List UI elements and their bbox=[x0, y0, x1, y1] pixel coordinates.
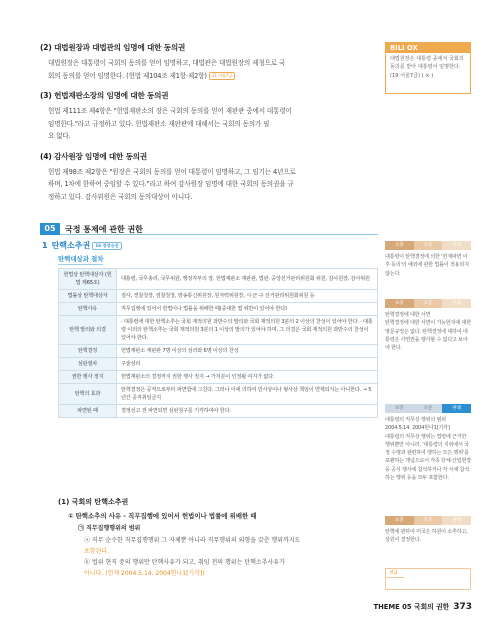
tab-precedent: 판례 bbox=[442, 404, 471, 413]
section-4 bbox=[40, 151, 378, 204]
exam-tag: 21 서울7급 bbox=[209, 72, 235, 80]
item-c1b bbox=[58, 546, 378, 557]
section-3 bbox=[40, 90, 378, 143]
side-note-text: 탄핵에 관하여 미국은 하원이 소추하고, 상원이 결정한다. bbox=[385, 529, 468, 544]
side-note-2 bbox=[385, 299, 471, 352]
table-row bbox=[59, 405, 378, 418]
subsection-number: 1 bbox=[42, 241, 48, 250]
side-note-tabs bbox=[385, 241, 471, 250]
page-number: 373 bbox=[453, 602, 472, 612]
highlight-text: 아니다. (헌재 2004.5.14. 2004헌나1[기각]) bbox=[84, 570, 205, 577]
section-title: (3) 헌법재판소장의 임명에 대한 동의권 bbox=[40, 91, 169, 100]
footer-label: THEME 05 국회의 권한 bbox=[373, 603, 450, 611]
row-cell: 직무집행에 있어서 헌법이나 법률을 위배한 때(중대한 법 위반이 있어야 한다) bbox=[117, 303, 378, 316]
table-row bbox=[59, 371, 378, 384]
item-a: ① 탄핵소추의 사유 - 직무집행에 있어서 헌법이나 법률에 위배한 때 bbox=[68, 512, 257, 520]
highlight-text: 포함된다. bbox=[84, 548, 110, 555]
side-note-3 bbox=[385, 404, 471, 482]
subsection-title bbox=[42, 240, 122, 251]
row-cell: 검사, 경찰청장, 검찰청장, 방송통신위원장, 원자력위원장, 시·군·구 선거관리위원회위원 등 bbox=[117, 290, 378, 303]
item-c2b bbox=[58, 568, 378, 579]
lower-heading: (1) 국회의 탄핵소추권 bbox=[58, 498, 129, 506]
theme-number: 05 bbox=[40, 223, 60, 235]
side-note-text: 대통령의 직무상 행위의 범위 2004.5.14. 2004헌나1[기각] 대통령의 직무상 행위는 법령에 근거한 행위뿐만 아니라, '대통령의 지위에서 국정 수행과 관련하여 행하는 모든 행위'를 포괄하는 개념으로서 각종 단체·산업현장 등 공식 행사에 참석하거나 각 시에 참석하는 행위 등을 모두 포함한다. bbox=[385, 417, 471, 482]
item-b: ㉠ 직무집행행위의 범위 bbox=[78, 525, 141, 532]
table-row bbox=[59, 269, 378, 290]
ox-text: 대법원장은 대통령 중에서 국회의 동의를 받아 대통령이 임명한다. (19 서울7급) ( × ) bbox=[390, 56, 464, 79]
section-2 bbox=[40, 42, 378, 82]
table-row bbox=[59, 303, 378, 316]
tab-article: 조문 bbox=[414, 299, 443, 308]
row-header: 파면된 때 bbox=[59, 405, 117, 418]
line: 하며, 1차에 한하여 중임할 수 있다."라고 하여 감사원장 임명에 대한 국회의 동의권을 규 bbox=[48, 180, 294, 188]
row-header: 탄핵결정 bbox=[59, 345, 117, 358]
theme-title: 국정 통제에 관한 권한 bbox=[65, 225, 143, 234]
row-cell: 헌법재판소 재판관 7명 이상의 심리와 6명 이상의 찬성 bbox=[117, 345, 378, 358]
item-c2: ⓑ 법위 현직 중의 행위만 탄핵사유가 되고, 취임 전의 행위는 탄핵소추사유가 bbox=[84, 559, 285, 566]
item-c1: ⓐ 직무 순수한 직무집행행위 그 자체뿐 아니라 직무행위의 외형을 갖춘 행위까지도 bbox=[84, 537, 301, 544]
line: 헌법 제111조 제4항은 "헌법재판소의 장은 국회의 동의를 얻어 재판관 중에서 대통령이 bbox=[48, 107, 292, 115]
line: 요 없다. bbox=[48, 132, 71, 140]
tab-precedent: 판례 bbox=[442, 241, 471, 250]
table-caption: 탄핵대상과 절차 bbox=[58, 255, 104, 263]
tab-precedent: 판례 bbox=[442, 299, 471, 308]
row-header: 탄핵의 효과 bbox=[59, 384, 117, 405]
ox-title: BILI OX bbox=[386, 43, 470, 53]
side-note-tabs bbox=[385, 299, 471, 308]
subsection-label: 탄핵소추권 bbox=[51, 241, 91, 250]
side-note-tabs bbox=[385, 404, 471, 413]
line: 헌법 제98조 제2항은 "원장은 국회의 동의를 얻어 대통령이 임명하고, 그 임기는 4년으로 bbox=[48, 167, 296, 176]
section-title: (4) 감사원장 임명에 대한 동의권 bbox=[40, 151, 148, 161]
line: 임명한다."라고 규정하고 있다. 헌법재판소 재판관에 대해서는 국회의 동의가 필 bbox=[48, 119, 270, 128]
tab-supplement: 보충 bbox=[385, 516, 414, 525]
row-header: 헌법상 탄핵대상자 (헌법 제65조) bbox=[59, 269, 117, 290]
side-note-4 bbox=[385, 516, 471, 545]
tab-article: 조문 bbox=[414, 241, 443, 250]
table-row bbox=[59, 290, 378, 303]
section-text bbox=[40, 105, 378, 143]
ox-quiz-box bbox=[385, 42, 471, 94]
row-cell: 탄핵결정은 공직으로부터 파면함에 그친다. 그러나 이에 의하여 민사상이나 형사상 책임이 면제되지는 아니한다. → 5년간 공직취임금지 bbox=[117, 384, 378, 405]
table-row bbox=[59, 358, 378, 371]
page-footer bbox=[373, 601, 472, 612]
section-text bbox=[40, 166, 378, 204]
tab-article: 조문 bbox=[414, 516, 443, 525]
row-header: 탄핵사유 bbox=[59, 303, 117, 316]
table-row bbox=[59, 345, 378, 358]
exam-tag: 16 경정승진 bbox=[92, 242, 121, 250]
tab-supplement: 보충 bbox=[385, 404, 414, 413]
section-title: (2) 대법원장과 대법관의 임명에 대한 동의권 bbox=[40, 43, 186, 52]
row-cell: 구술심리 bbox=[117, 358, 378, 371]
tab-supplement: 보충 bbox=[385, 299, 414, 308]
table-row bbox=[59, 384, 378, 405]
row-cell: 헌법재판소의 결정까지 권한 행사 정지 → 가처분이 인정될 여지가 없다. bbox=[117, 371, 378, 384]
section-text bbox=[40, 57, 378, 82]
line: 정하고 있다. 감사위원은 국회의 동의대상이 아니다. bbox=[48, 192, 193, 201]
lower-section bbox=[58, 497, 378, 579]
line: 회의 동의를 얻어 임명한다. (헌법 제104조 제1항·제2항) 21 서울7급 bbox=[48, 70, 378, 83]
side-note-1 bbox=[385, 241, 471, 278]
answer-label: 정답 bbox=[386, 569, 404, 578]
row-header: 심판절차 bbox=[59, 358, 117, 371]
row-header: 권한 행사 정지 bbox=[59, 371, 117, 384]
row-header: 법률상 탄핵대상자 bbox=[59, 290, 117, 303]
row-cell: 결정선고 전 파면되면 심판청구를 기각하여야 한다. bbox=[117, 405, 378, 418]
row-cell: · 대통령에 대한 탄핵소추는 국회 재적의원 과반수의 발의와 국회 재적의원 3분의 2 이상의 찬성이 있어야 한다. · 대통령 이외의 탄핵소추는 국회 재적의원 3분의 1 이상의 발의가 있어야 하며, 그 의결은 국회 재적의원 과반수의 찬성이 있어야 한다. bbox=[117, 316, 378, 345]
row-cell: 대통령, 국무총리, 국무위원, 행정각부의 장, 헌법재판소 재판관, 법관, 중앙선거관리위원회 위원, 감사원장, 감사위원 bbox=[117, 269, 378, 290]
table-row bbox=[59, 316, 378, 345]
tab-precedent: 판례 bbox=[442, 516, 471, 525]
tab-article: 조문 bbox=[414, 404, 443, 413]
line: 대법원장은 대통령이 국회의 동의를 얻어 임명하고, 대법관은 대법원장의 제청으로 국 bbox=[48, 59, 286, 67]
answer-box bbox=[385, 568, 471, 590]
tab-supplement: 보충 bbox=[385, 241, 414, 250]
side-note-tabs bbox=[385, 516, 471, 525]
main-column bbox=[40, 42, 378, 211]
side-note-text: 대통령이 탄핵결정에 의한 '헌재파면 이후 동의'의 예외에 관한 법률이 적용되지 않는다. bbox=[385, 254, 469, 277]
row-header: 탄핵 발의와 의결 bbox=[59, 316, 117, 345]
side-note-text: 탄핵결정에 대한 사면 탄핵결정에 대한 사면이 가능한지에 대한 명문규정은 없다. 탄핵결정에 대하여 대통령은 사면권을 행사할 수 없다고 보아야 한다. bbox=[385, 312, 471, 352]
impeachment-table bbox=[58, 268, 378, 418]
theme-header bbox=[40, 223, 378, 235]
